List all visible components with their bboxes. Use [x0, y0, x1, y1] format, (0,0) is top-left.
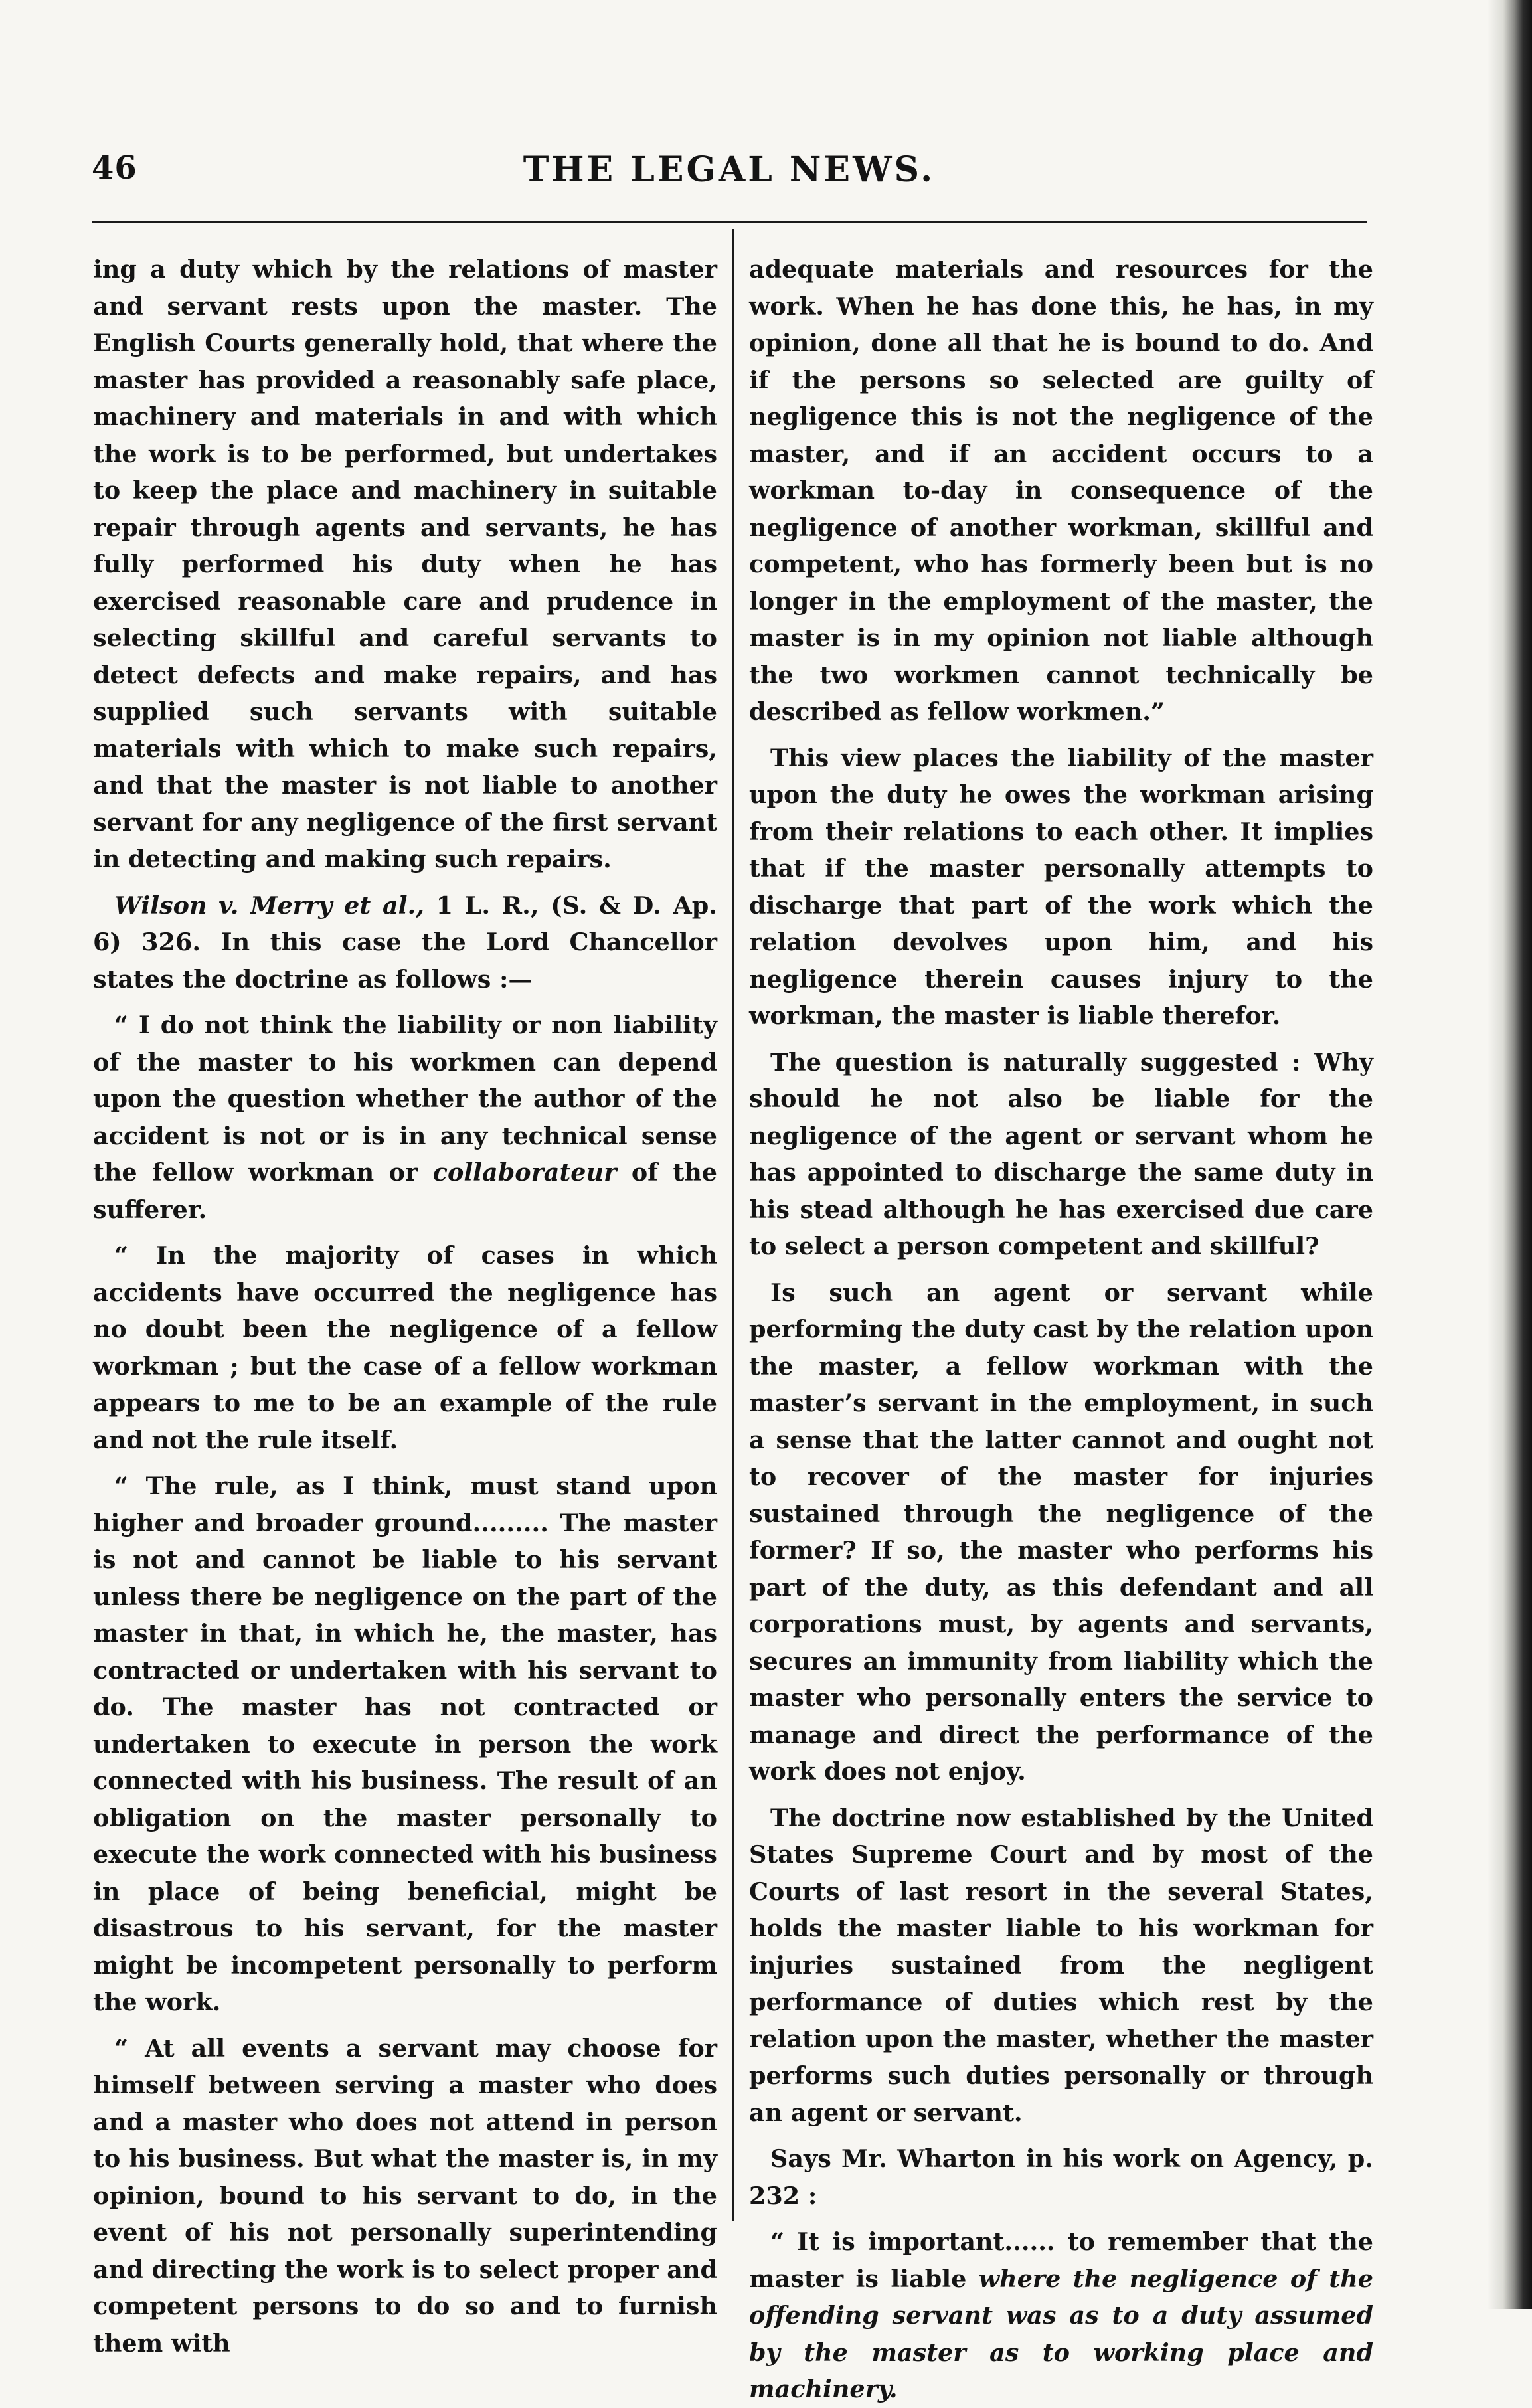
quote-part-a: “ I do not think the liability or non liability of the master to his workmen can depend upon the question whether the author of the accident is not or is in any technical sense the fellow workman or — [93, 1011, 717, 1187]
case-citation-rest: 1 L. R., (S. & D. Ap. 6) 326. In this case the Lord Chancellor states the doctrine as follows :— — [93, 891, 717, 993]
page-number: 46 — [92, 149, 137, 187]
right-paragraph-5: The doctrine now established by the United States Supreme Court and by most of the Courts of last resort in the several States, holds the master liable to his workman for injuries sustained from the negligent performance of duties which rest by the relation upon the master, whether the master performs such duties personally or through an agent or servant. — [749, 1803, 1373, 2127]
page-header — [92, 149, 1367, 209]
left-paragraph-3 — [93, 1007, 717, 1228]
quote-part-b: of the sufferer. — [93, 1158, 717, 1224]
right-paragraph-3: The question is naturally suggested : Why should he not also be liable for the negligence of the agent or servant whom he has appointed to discharge the same duty in his stead although he has exercised due care to select a person competent and skillful? — [749, 1047, 1373, 1260]
left-paragraph-2 — [93, 887, 717, 998]
left-column — [93, 251, 717, 2358]
case-citation: Wilson v. Merry et al., — [114, 891, 424, 920]
right-paragraph-7 — [749, 2223, 1373, 2408]
binding-edge — [1488, 0, 1532, 2309]
quote-emphasis: collaborateur — [432, 1158, 617, 1187]
right-paragraph-6: Says Mr. Wharton in his work on Agency, p. 232 : — [749, 2144, 1373, 2210]
left-paragraph-6: “ At all events a servant may choose for himself between serving a master who does and a master who does not attend in person to his business. But what the master is, in my opinion, bound to his servant to do, in the event of his not personally superintending and directing the work is to select proper and competent persons to do so and to furnish them with — [93, 2033, 717, 2358]
wharton-quote: “ It is important...... to remember that the master is liable — [749, 2227, 1373, 2293]
right-column — [749, 251, 1373, 2403]
journal-title: THE LEGAL NEWS. — [523, 149, 936, 190]
wharton-quote-emphasis: where the negligence of the offending servant was as to a duty assumed by the master as to working place and machinery. — [749, 2264, 1373, 2403]
right-paragraph-4: Is such an agent or servant while performing the duty cast by the relation upon the master, a fellow workman with the master’s servant in the employment, in such a sense that the latter cannot and ought not to recover of the master for injuries sustained through the negligence of the former? If so, the master who performs his part of the duty, as this defendant and all corporations must, by agents and servants, secures an immunity from liability which the master who personally enters the service to manage and direct the performance of the work does not enjoy. — [749, 1278, 1373, 1786]
left-paragraph-1: ing a duty which by the relations of master and servant rests upon the master. The English Courts generally hold, that where the master has provided a reasonably safe place, machinery and materials in and with which the work is to be performed, but undertakes to keep the place and machinery in suitable repair through agents and servants, he has fully performed his duty when he has exercised reasonable care and prudence in selecting skillful and careful servants to detect defects and make repairs, and has supplied such servants with suitable materials with which to make such repairs, and that the master is not liable to another servant for any negligence of the first servant in detecting and making such repairs. — [93, 255, 717, 873]
header-rule — [92, 221, 1367, 223]
left-paragraph-4: “ In the majority of cases in which accidents have occurred the negligence has no doubt been the negligence of a fellow workman ; but the case of a fellow workman appears to me to be an example of the rule and not the rule itself. — [93, 1241, 717, 1454]
right-paragraph-1: adequate materials and resources for the work. When he has done this, he has, in my opinion, done all that he is bound to do. And if the persons so selected are guilty of negligence this is not the negligence of the master, and if an accident occurs to a workman to-day in consequence of the negligence of another workman, skillful and competent, who has formerly been but is no longer in the employment of the master, the master is in my opinion not liable although the two workmen cannot technically be described as fellow workmen.” — [749, 255, 1373, 726]
column-rule — [732, 229, 734, 2221]
left-paragraph-5: “ The rule, as I think, must stand upon higher and broader ground......... The master is not and cannot be liable to his servant unless there be negligence on the part of the master in that, in which he, the master, has contracted or undertaken with his servant to do. The master has not contracted or undertaken to execute in person the work connected with his business. The result of an obligation on the master personally to execute the work connected with his business in place of being beneficial, might be disastrous to his servant, for the master might be incompetent personally to perform the work. — [93, 1472, 717, 2016]
right-paragraph-2: This view places the liability of the master upon the duty he owes the workman arising from their relations to each other. It implies that if the master personally attempts to discharge that part of the work which the relation devolves upon him, and his negligence therein causes injury to the workman, the master is liable therefor. — [749, 743, 1373, 1030]
